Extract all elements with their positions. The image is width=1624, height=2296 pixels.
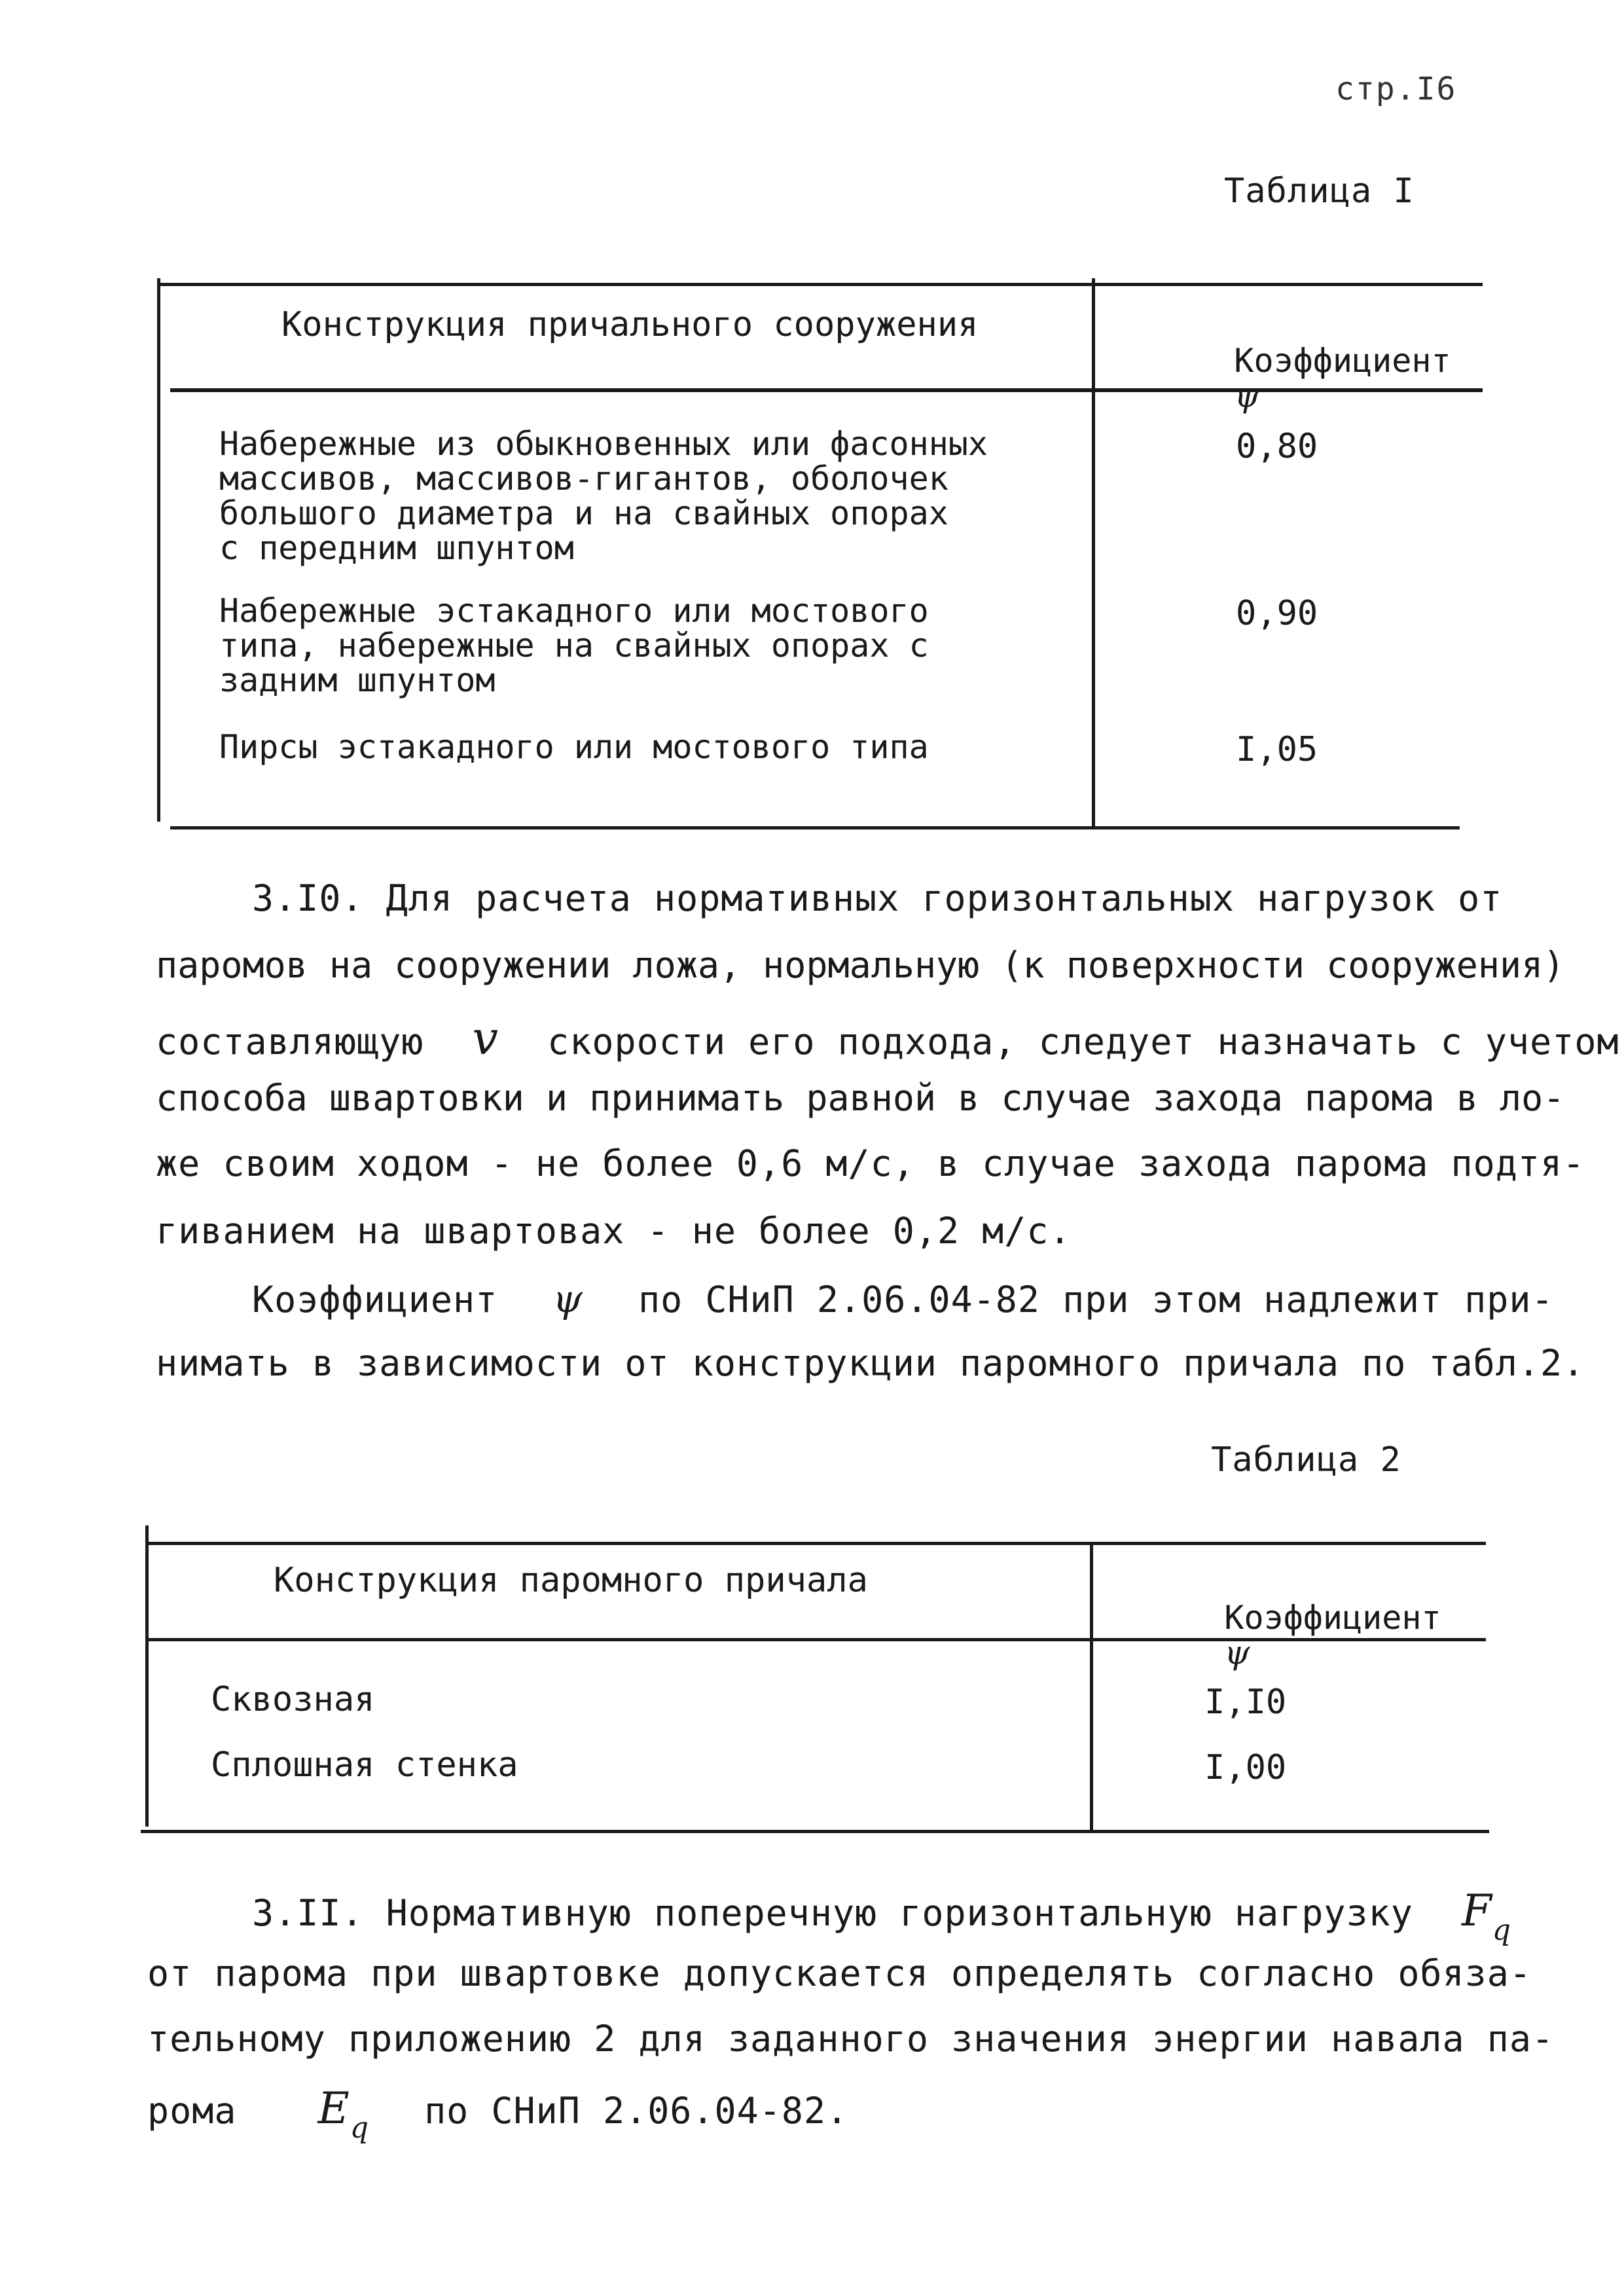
table1-row3-construction: Пирсы эстакадного или мостового типа bbox=[219, 728, 929, 766]
para-310-line3: составляющую v скорости его подхода, следует назначать с учетом bbox=[156, 1011, 1619, 1065]
e-q-symbol-icon: $E_q$ bbox=[317, 2083, 369, 2145]
table1-left-border bbox=[157, 278, 160, 822]
table1-row1-construction: Набережные из обыкновенных или фасонных массивов, массивов-гигантов, оболочек большого диаметра и на свайных опорах с передним шпунтом bbox=[219, 425, 988, 567]
table2-header-coefficient-label: Коэффициент bbox=[1224, 1599, 1441, 1637]
table2-row1-construction: Сквозная bbox=[211, 1680, 375, 1719]
table1-bottom-border bbox=[170, 826, 1460, 829]
para-311-line1: 3.II. Нормативную поперечную горизонтальную нагрузку $F_q$ bbox=[252, 1886, 1511, 1947]
table1-header-coefficient-label: Коэффициент bbox=[1234, 342, 1451, 380]
table2-row2-value: I,00 bbox=[1204, 1748, 1287, 1787]
psi-symbol-icon: ψ bbox=[552, 1277, 583, 1321]
table1-top-border bbox=[157, 283, 1483, 286]
psi-symbol-icon: ψ bbox=[1234, 376, 1260, 414]
table2-caption: Таблица 2 bbox=[1211, 1440, 1401, 1480]
para-310-line5: же своим ходом - не более 0,6 м/с, в случае захода парома подтя- bbox=[156, 1142, 1585, 1184]
para-310-line2: паромов на сооружении ложа, нормальную (к поверхности сооружения) bbox=[156, 944, 1565, 986]
table2-left-border bbox=[145, 1525, 149, 1827]
page-number: стр.I6 bbox=[1335, 71, 1457, 107]
para-310-line1: 3.I0. Для расчета нормативных горизонтальных нагрузок от bbox=[252, 877, 1503, 919]
para-310-line6: гиванием на швартовах - не более 0,2 м/с. bbox=[156, 1210, 1072, 1252]
para-310-line8: нимать в зависимости от конструкции паромного причала по табл.2. bbox=[156, 1342, 1585, 1384]
table2-column-divider bbox=[1090, 1542, 1093, 1830]
table1-row1-value: 0,80 bbox=[1236, 427, 1318, 466]
table1-row2-value: 0,90 bbox=[1236, 594, 1318, 633]
table1-column-divider bbox=[1092, 278, 1095, 828]
table1-caption: Таблица I bbox=[1224, 172, 1415, 211]
f-q-symbol-icon: $F_q$ bbox=[1462, 1886, 1511, 1947]
para-311-line3: тельному приложению 2 для заданного значения энергии навала па- bbox=[147, 2018, 1555, 2060]
table1-row3-value: I,05 bbox=[1236, 730, 1318, 769]
table2-header-coefficient bbox=[1146, 1566, 1441, 1705]
psi-symbol-icon: ψ bbox=[1224, 1633, 1250, 1671]
table2-row2-construction: Сплошная стенка bbox=[211, 1745, 518, 1785]
v-symbol-icon: v bbox=[472, 1011, 499, 1065]
table2-header-construction: Конструкция паромного причала bbox=[274, 1561, 868, 1600]
para-311-line4: рома $E_q$ по СНиП 2.06.04-82. bbox=[147, 2083, 849, 2145]
table2-row1-value: I,I0 bbox=[1204, 1683, 1287, 1722]
para-310-line7: Коэффициент ψ по СНиП 2.06.04-82 при этом надлежит при- bbox=[252, 1277, 1554, 1321]
para-311-line2: от парома при швартовке допускается определять согласно обяза- bbox=[147, 1952, 1532, 1994]
para-310-line4: способа швартовки и принимать равной в случае захода парома в ло- bbox=[156, 1077, 1565, 1119]
table1-row2-construction: Набережные эстакадного или мостового типа, набережные на свайных опорах с задним шпунтом bbox=[219, 592, 929, 699]
table2-top-border bbox=[147, 1542, 1486, 1545]
table1-header-construction: Конструкция причального сооружения bbox=[281, 305, 979, 344]
table2-bottom-border bbox=[141, 1830, 1489, 1833]
